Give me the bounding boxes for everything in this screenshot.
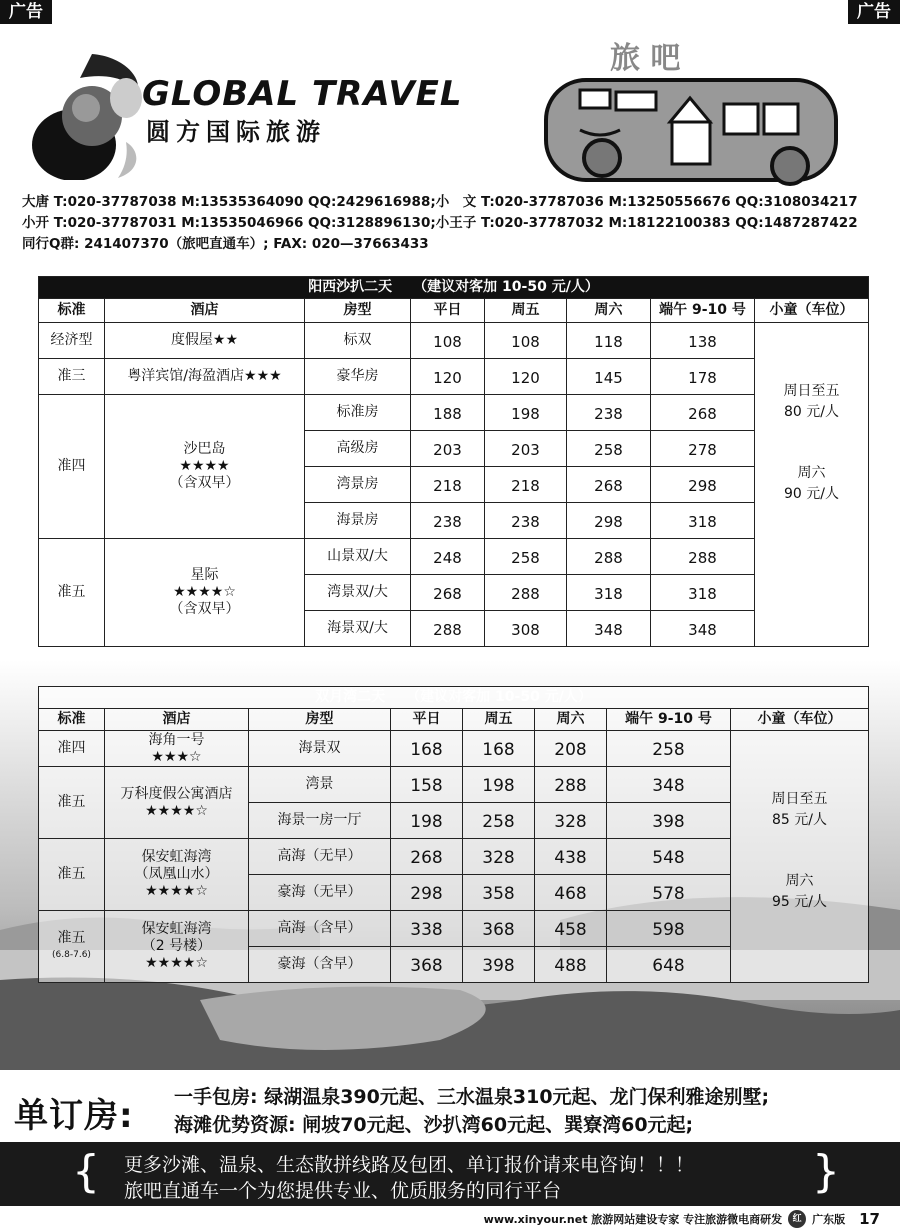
price-cell: 648 <box>607 947 731 983</box>
child-fare-line: 85 元/人 <box>772 812 827 828</box>
price-cell: 458 <box>535 911 607 947</box>
price-cell: 318 <box>651 575 755 611</box>
room-type-cell: 湾景房 <box>305 467 411 503</box>
contact-line: 大唐 T:020-37787038 M:13535364090 QQ:2429616988;小 文 T:020-37787036 M:13250556676 QQ:3108034217 <box>22 194 858 210</box>
price-cell: 548 <box>607 839 731 875</box>
page-number: 17 <box>859 1210 880 1228</box>
footer-line-1: 更多沙滩、温泉、生态散拼线路及包团、单订报价请来电咨询！！！ <box>124 1154 695 1176</box>
price-cell: 198 <box>391 803 463 839</box>
bus-label: 旅 吧 <box>610 41 681 76</box>
table-row <box>39 395 869 431</box>
price-cell: 108 <box>411 323 485 359</box>
standard-label: 准五 <box>57 929 86 946</box>
standard-label: 准四 <box>57 458 86 474</box>
hotel-line: ★★★★☆ <box>173 584 236 600</box>
price-cell: 188 <box>411 395 485 431</box>
hotel-line: （含双早） <box>169 601 240 617</box>
bus-mascot-icon <box>540 30 860 195</box>
price-cell: 218 <box>485 467 567 503</box>
column-header: 房型 <box>305 299 411 323</box>
contact-list <box>22 192 858 255</box>
child-fare-line: 周六 <box>785 873 814 889</box>
price-cell: 120 <box>411 359 485 395</box>
standard-label: 准五 <box>57 866 86 882</box>
price-cell: 368 <box>391 947 463 983</box>
price-cell: 348 <box>651 611 755 647</box>
promo-line-2: 海滩优势资源: 闸坡70元起、沙扒湾60元起、巽寮湾60元起; <box>174 1114 694 1136</box>
room-type-cell: 海景双 <box>249 731 391 767</box>
child-fare-line: 90 元/人 <box>784 486 839 502</box>
hotel-line: ★★★★☆ <box>145 883 208 899</box>
room-type-cell: 海景一房一厅 <box>249 803 391 839</box>
brand-name-cn: 圆方国际旅游 <box>146 118 326 146</box>
price-cell: 348 <box>607 767 731 803</box>
brace-right: } <box>812 1146 840 1197</box>
standard-label: 准三 <box>57 368 86 384</box>
contact-line: 小开 T:020-37787031 M:13535046966 QQ:3128896130;小王子 T:020-37787032 M:18122100383 QQ:1487287422 <box>22 215 858 231</box>
price-cell: 368 <box>463 911 535 947</box>
edition-label: 广东版 <box>812 1213 846 1226</box>
promo-line-1: 一手包房: 绿湖温泉390元起、三水温泉310元起、龙门保利雅途别墅; <box>174 1086 770 1108</box>
column-header: 周五 <box>485 299 567 323</box>
standard-cell <box>39 395 105 539</box>
price-cell: 288 <box>485 575 567 611</box>
hotel-line: 海角一号 <box>148 731 205 748</box>
brand-name-en: GLOBAL TRAVEL <box>142 74 463 114</box>
price-cell: 348 <box>567 611 651 647</box>
bottom-bar <box>484 1210 880 1228</box>
price-cell: 258 <box>485 539 567 575</box>
column-header: 端午 9-10 号 <box>607 709 731 731</box>
column-header: 周五 <box>463 709 535 731</box>
child-fare-cell <box>731 731 869 983</box>
room-type-cell: 海景双/大 <box>305 611 411 647</box>
column-header: 小童（车位） <box>755 299 869 323</box>
price-cell: 328 <box>463 839 535 875</box>
brace-left: { <box>72 1146 100 1197</box>
hotel-cell <box>105 323 305 359</box>
price-cell: 298 <box>391 875 463 911</box>
price-cell: 258 <box>463 803 535 839</box>
room-type-cell: 标准房 <box>305 395 411 431</box>
hotel-line: 沙巴岛 <box>183 441 226 457</box>
price-cell: 198 <box>485 395 567 431</box>
price-cell: 118 <box>567 323 651 359</box>
globe-logo-icon <box>30 50 150 180</box>
column-header: 标准 <box>39 709 105 731</box>
column-header: 平日 <box>411 299 485 323</box>
column-header: 酒店 <box>105 299 305 323</box>
price-cell: 318 <box>651 503 755 539</box>
standard-cell <box>39 323 105 359</box>
price-cell: 268 <box>411 575 485 611</box>
site-credit[interactable]: www.xinyour.net 旅游网站建设专家 专注旅游微电商研发 <box>483 1213 783 1226</box>
table-row <box>39 731 869 767</box>
price-cell: 258 <box>567 431 651 467</box>
contact-line: 同行Q群: 241407370（旅吧直通车）; FAX: 020—37663433 <box>22 236 429 252</box>
promo-label: 单订房: <box>14 1096 134 1136</box>
price-cell: 268 <box>651 395 755 431</box>
price-cell: 248 <box>411 539 485 575</box>
hotel-line: 保安虹海湾 <box>141 849 212 865</box>
standard-label: 经济型 <box>50 332 93 348</box>
standard-note: (6.8-7.6) <box>52 949 91 960</box>
price-cell: 238 <box>485 503 567 539</box>
hotel-line: ★★★★☆ <box>145 802 208 819</box>
column-header: 房型 <box>249 709 391 731</box>
child-fare-line: 周日至五 <box>771 791 828 807</box>
price-cell: 168 <box>391 731 463 767</box>
column-header: 周六 <box>567 299 651 323</box>
hotel-cell <box>105 359 305 395</box>
price-cell: 298 <box>567 503 651 539</box>
edition-badge-icon: 红 <box>788 1210 806 1228</box>
price-cell: 288 <box>535 767 607 803</box>
price-cell: 308 <box>485 611 567 647</box>
table-row <box>39 359 869 395</box>
price-cell: 138 <box>651 323 755 359</box>
price-cell: 468 <box>535 875 607 911</box>
price-cell: 108 <box>485 323 567 359</box>
hotel-line: 度假屋★★ <box>170 332 239 348</box>
price-cell: 488 <box>535 947 607 983</box>
standard-cell <box>39 359 105 395</box>
price-cell: 208 <box>535 731 607 767</box>
price-cell: 268 <box>391 839 463 875</box>
hotel-line: （2 号楼） <box>141 938 212 954</box>
table-row <box>39 539 869 575</box>
hotel-cell <box>105 911 249 983</box>
room-type-cell: 湾景 <box>249 767 391 803</box>
price-cell: 258 <box>607 731 731 767</box>
child-fare-line: 周日至五 <box>783 383 840 399</box>
price-cell: 318 <box>567 575 651 611</box>
price-cell: 168 <box>463 731 535 767</box>
price-cell: 298 <box>651 467 755 503</box>
price-cell: 398 <box>463 947 535 983</box>
standard-label: 准五 <box>57 794 86 810</box>
room-type-cell: 海景房 <box>305 503 411 539</box>
price-cell: 158 <box>391 767 463 803</box>
price-cell: 398 <box>607 803 731 839</box>
hotel-line: 保安虹海湾 <box>141 921 212 937</box>
price-cell: 203 <box>411 431 485 467</box>
standard-cell <box>39 767 105 839</box>
column-header: 标准 <box>39 299 105 323</box>
room-type-cell: 豪海（无早） <box>249 875 391 911</box>
footer-line-2: 旅吧直通车一个为您提供专业、优质服务的同行平台 <box>124 1180 562 1202</box>
hotel-cell <box>105 395 305 539</box>
hotel-line: 万科度假公寓酒店 <box>120 785 233 802</box>
price-cell: 598 <box>607 911 731 947</box>
room-type-cell: 标双 <box>305 323 411 359</box>
price-cell: 358 <box>463 875 535 911</box>
price-cell: 145 <box>567 359 651 395</box>
price-cell: 238 <box>411 503 485 539</box>
column-header: 端午 9-10 号 <box>651 299 755 323</box>
hotel-cell <box>105 731 249 767</box>
price-cell: 288 <box>651 539 755 575</box>
ad-tag-left: 广告 <box>0 0 52 24</box>
hotel-line: （凤凰山水） <box>134 866 219 882</box>
price-cell: 338 <box>391 911 463 947</box>
price-cell: 288 <box>411 611 485 647</box>
child-fare-line: 95 元/人 <box>772 894 827 910</box>
hotel-line: （含双早） <box>169 475 240 491</box>
room-type-cell: 豪海（含早） <box>249 947 391 983</box>
standard-cell <box>39 731 105 767</box>
standard-cell <box>39 839 105 911</box>
standard-label: 准四 <box>57 740 86 756</box>
room-type-cell: 山景双/大 <box>305 539 411 575</box>
price-cell: 278 <box>651 431 755 467</box>
price-cell: 178 <box>651 359 755 395</box>
hotel-line: ★★★★ <box>179 458 230 474</box>
price-cell: 288 <box>567 539 651 575</box>
hotel-line: ★★★★☆ <box>145 955 208 971</box>
ad-tag-right: 广告 <box>848 0 900 24</box>
column-header: 酒店 <box>105 709 249 731</box>
price-cell: 578 <box>607 875 731 911</box>
hotel-line: 星际 <box>190 567 219 583</box>
table-title: 双月湾二天 （建议对客加 10-50 元/人） <box>39 687 869 709</box>
standard-label: 准五 <box>57 584 86 600</box>
hotel-cell <box>105 539 305 647</box>
column-header: 小童（车位） <box>731 709 869 731</box>
child-fare-line: 80 元/人 <box>784 404 839 420</box>
room-type-cell: 高级房 <box>305 431 411 467</box>
table-title: 阳西沙扒二天 （建议对客加 10-50 元/人） <box>39 277 869 299</box>
price-cell: 198 <box>463 767 535 803</box>
price-table-shuangyue <box>38 686 869 983</box>
price-cell: 328 <box>535 803 607 839</box>
column-header: 平日 <box>391 709 463 731</box>
price-cell: 120 <box>485 359 567 395</box>
column-header: 周六 <box>535 709 607 731</box>
hotel-line: 粤洋宾馆/海盈酒店★★★ <box>127 368 282 384</box>
price-cell: 438 <box>535 839 607 875</box>
child-fare-cell <box>755 323 869 647</box>
child-fare-line: 周六 <box>797 465 826 481</box>
price-cell: 238 <box>567 395 651 431</box>
standard-cell <box>39 539 105 647</box>
price-cell: 218 <box>411 467 485 503</box>
table-row <box>39 323 869 359</box>
room-type-cell: 湾景双/大 <box>305 575 411 611</box>
price-cell: 268 <box>567 467 651 503</box>
room-type-cell: 高海（含早） <box>249 911 391 947</box>
price-cell: 203 <box>485 431 567 467</box>
price-table-shaba <box>38 276 869 647</box>
hotel-line: ★★★☆ <box>151 748 202 765</box>
hotel-cell <box>105 839 249 911</box>
room-type-cell: 豪华房 <box>305 359 411 395</box>
room-type-cell: 高海（无早） <box>249 839 391 875</box>
hotel-cell <box>105 767 249 839</box>
standard-cell <box>39 911 105 983</box>
